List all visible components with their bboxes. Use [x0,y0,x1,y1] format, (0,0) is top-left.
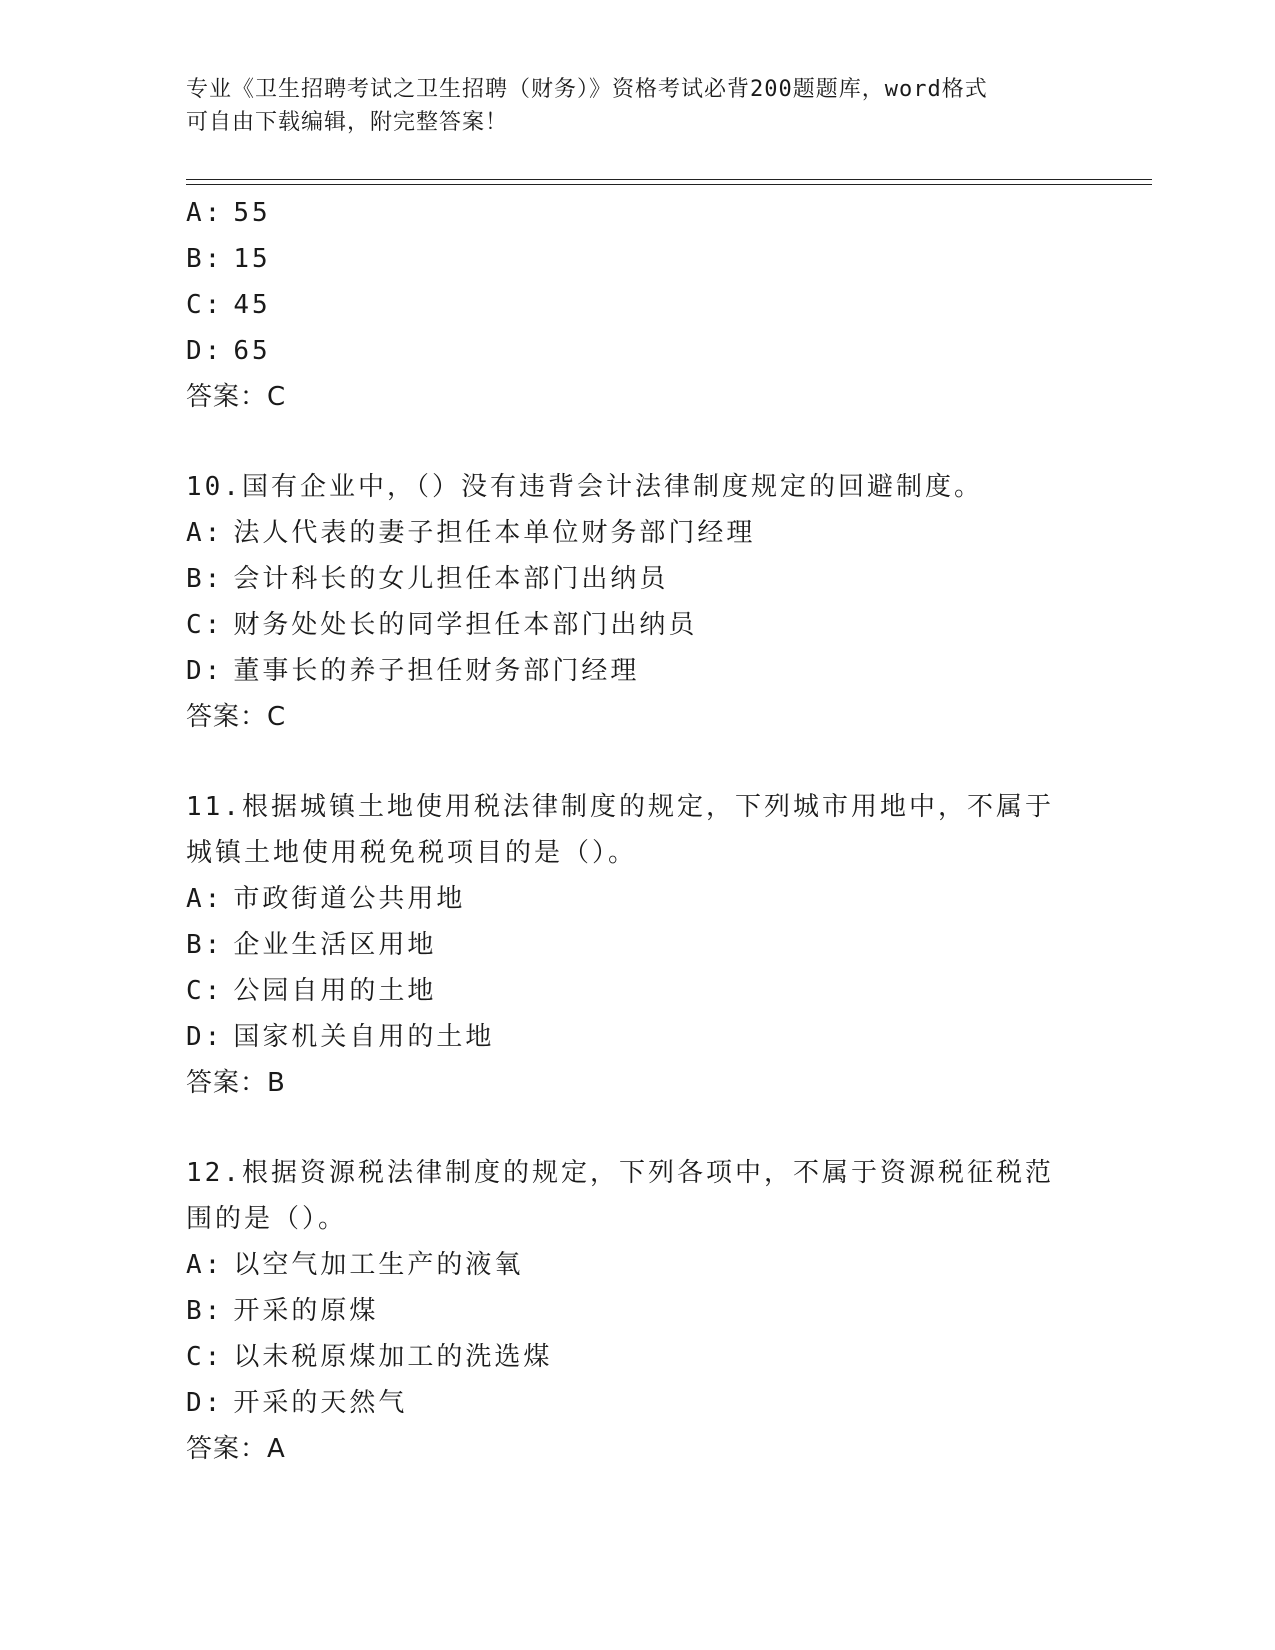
option-a: A: 市政街道公共用地 [186,884,466,914]
question-block [186,464,1086,740]
answer-line: 答案：C [186,702,287,732]
option-a: A: 法人代表的妻子担任本单位财务部门经理 [186,518,756,548]
question-text: 10.国有企业中，（）没有违背会计法律制度规定的回避制度。 [186,472,983,502]
question-list [186,190,1086,1472]
question-text: 12.根据资源税法律制度的规定，下列各项中，不属于资源税征税范围的是（）。 [186,1158,1054,1234]
option-b: B: 15 [186,244,271,274]
option-c: C: 以未税原煤加工的洗选煤 [186,1342,553,1372]
option-a: A: 55 [186,198,271,228]
option-c: C: 公园自用的土地 [186,976,437,1006]
option-d: D: 65 [186,336,271,366]
header-line-2: 可自由下载编辑，附完整答案！ [186,110,509,135]
option-c: C: 财务处处长的同学担任本部门出纳员 [186,610,698,640]
option-b: B: 企业生活区用地 [186,930,437,960]
option-d: D: 董事长的养子担任财务部门经理 [186,656,640,686]
question-text: 11.根据城镇土地使用税法律制度的规定，下列城市用地中，不属于城镇土地使用税免税项目的是（）。 [186,792,1054,868]
option-b: B: 开采的原煤 [186,1296,379,1326]
option-c: C: 45 [186,290,271,320]
answer-line: 答案：C [186,382,287,412]
header-divider-top [186,179,1152,180]
header-line-1: 专业《卫生招聘考试之卫生招聘（财务）》资格考试必背200题题库，word格式 [186,77,988,102]
option-d: D: 国家机关自用的土地 [186,1022,495,1052]
header-divider-bottom [186,184,1152,185]
question-block [186,784,1086,1106]
option-d: D: 开采的天然气 [186,1388,408,1418]
question-block [186,190,1086,420]
document-header [186,73,1086,139]
option-b: B: 会计科长的女儿担任本部门出纳员 [186,564,669,594]
option-a: A: 以空气加工生产的液氧 [186,1250,524,1280]
question-block [186,1150,1086,1472]
answer-line: 答案：B [186,1068,286,1098]
answer-line: 答案：A [186,1434,286,1464]
